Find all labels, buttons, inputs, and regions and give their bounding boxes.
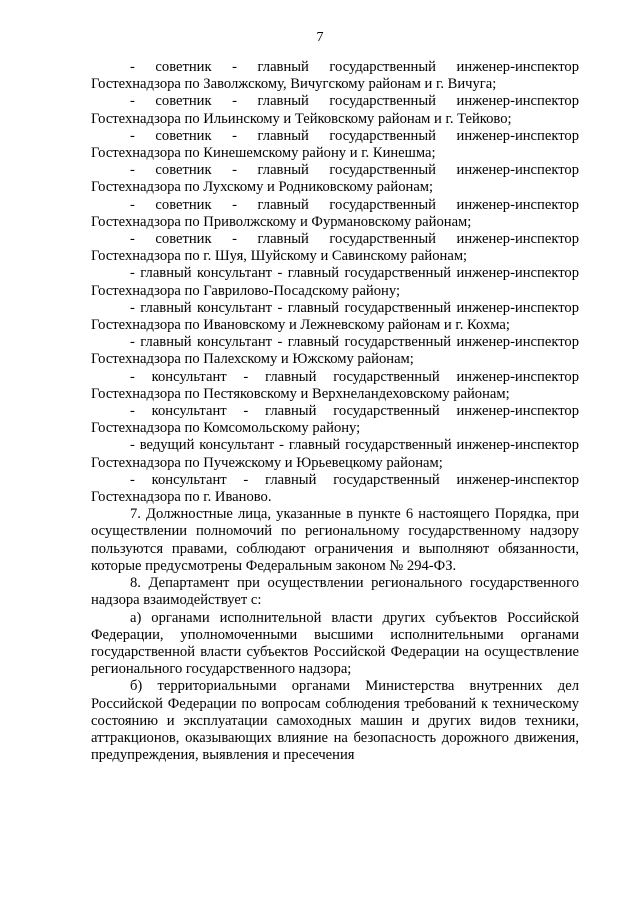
page-number: 7 (316, 30, 324, 45)
list-item-official-1: - советник - главный государственный инженер-инспектор Гостехнадзора по Заволжскому, Вичугскому районам и г. Вичуга; (91, 59, 579, 93)
list-item-official-6: - советник - главный государственный инженер-инспектор Гостехнадзора по г. Шуя, Шуйскому и Савинскому районам; (91, 231, 579, 265)
section-7-paragraph: 7. Должностные лица, указанные в пункте 6 настоящего Порядка, при осуществлении полномочий по региональному государственному надзору пользуются правами, соблюдают ограничения и выполняют обязанности, которые предусмотрены Федеральным законом № 294-ФЗ. (91, 506, 579, 574)
list-item-official-4: - советник - главный государственный инженер-инспектор Гостехнадзора по Лухскому и Родниковскому районам; (91, 162, 579, 196)
list-item-official-13: - консультант - главный государственный инженер-инспектор Гостехнадзора по г. Иваново. (91, 471, 579, 506)
list-item-official-2: - советник - главный государственный инженер-инспектор Гостехнадзора по Ильинскому и Тейковскому районам и г. Тейково; (91, 93, 579, 127)
list-item-official-11: - консультант - главный государственный инженер-инспектор Гостехнадзора по Комсомольскому району; (91, 403, 579, 437)
list-item-official-9: - главный консультант - главный государственный инженер-инспектор Гостехнадзора по Палехскому и Южскому районам; (91, 334, 579, 368)
document-body (91, 59, 579, 764)
list-item-official-8: - главный консультант - главный государственный инженер-инспектор Гостехнадзора по Ивановскому и Лежневскому районам и г. Кохма; (91, 299, 579, 334)
list-item-official-12: - ведущий консультант - главный государственный инженер-инспектор Гостехнадзора по Пучежскому и Юрьевецкому районам; (91, 437, 579, 471)
list-item-official-10: - консультант - главный государственный инженер-инспектор Гостехнадзора по Пестяковскому и Верхнеландеховскому районам; (91, 368, 579, 402)
section-8-paragraph: 8. Департамент при осуществлении регионального государственного надзора взаимодействует с: (91, 575, 579, 609)
list-item-official-7: - главный консультант - главный государственный инженер-инспектор Гостехнадзора по Гаврилово-Посадскому району; (91, 265, 579, 299)
subitem-a-paragraph: а) органами исполнительной власти других субъектов Российской Федерации, уполномоченными высшими исполнительными органами государственной власти субъектов Российской Федерации на осуществление регионального государственного надзора; (91, 609, 579, 678)
list-item-official-5: - советник - главный государственный инженер-инспектор Гостехнадзора по Приволжскому и Фурмановскому районам; (91, 196, 579, 230)
subitem-b-paragraph: б) территориальными органами Министерства внутренних дел Российской Федерации по вопросам соблюдения требований к техническому состоянию и эксплуатации самоходных машин и других видов техники, аттракционов, оказывающих влияние на безопасность дорожного движения, предупреждения, выявления и пресечения (91, 678, 579, 764)
list-item-official-3: - советник - главный государственный инженер-инспектор Гостехнадзора по Кинешемскому району и г. Кинешма; (91, 127, 579, 162)
